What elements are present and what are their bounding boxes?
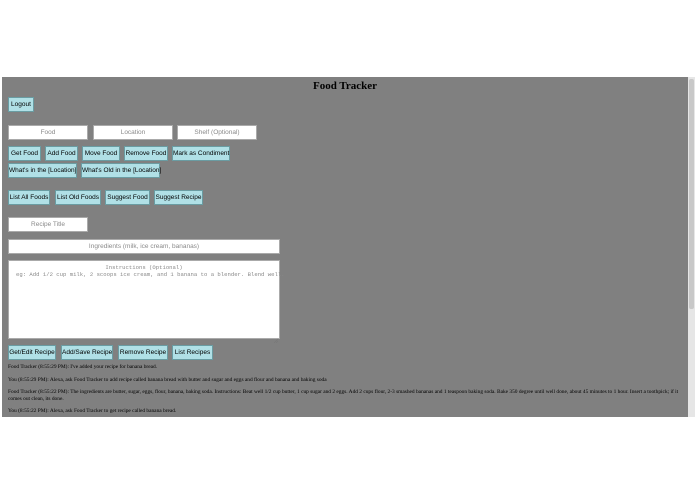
scrollbar-thumb[interactable] bbox=[689, 79, 694, 309]
instructions-placeholder-line1: Instructions (Optional) bbox=[105, 264, 183, 271]
suggest-recipe-button[interactable]: Suggest Recipe bbox=[154, 190, 203, 205]
add-save-recipe-button[interactable]: Add/Save Recipe bbox=[61, 345, 113, 360]
move-food-button[interactable]: Move Food bbox=[82, 146, 120, 161]
food-input[interactable] bbox=[8, 125, 88, 140]
resize-handle-icon[interactable] bbox=[273, 330, 278, 335]
get-edit-recipe-button[interactable]: Get/Edit Recipe bbox=[8, 345, 56, 360]
instructions-textarea[interactable] bbox=[8, 260, 280, 339]
remove-recipe-button[interactable]: Remove Recipe bbox=[118, 345, 168, 360]
add-food-button[interactable]: Add Food bbox=[45, 146, 78, 161]
list-old-foods-button[interactable]: List Old Foods bbox=[55, 190, 101, 205]
vertical-scrollbar[interactable] bbox=[688, 77, 695, 417]
location-input[interactable] bbox=[93, 125, 173, 140]
app-panel bbox=[2, 77, 688, 417]
remove-food-button[interactable]: Remove Food bbox=[124, 146, 168, 161]
log-entry: Food Tracker (8:55:22 PM): The ingredients are butter, sugar, eggs, flour, banana, baking soda. Instructions: Beat well 1/2 cup butter, 1 cup sugar and 2 eggs. Add 2 cups flour, 2-3 smashed bananas and 1 teaspoon baking soda. Bake 350 degree until well done, about 45 minutes to 1 hour. Insert a toothpick; if it comes out clean, its done. bbox=[8, 389, 679, 402]
logout-button[interactable]: Logout bbox=[8, 97, 34, 112]
list-recipes-button[interactable]: List Recipes bbox=[172, 345, 213, 360]
recipe-title-input[interactable] bbox=[8, 217, 88, 232]
mark-as-condiment-button[interactable]: Mark as Condiment bbox=[172, 146, 230, 161]
log-entry: You (8:55:22 PM): Alexa, ask Food Tracker to get recipe called banana bread. bbox=[8, 408, 177, 414]
whats-old-in-location-button[interactable]: What's Old in the [Location] bbox=[81, 163, 160, 178]
log-entry: Food Tracker (8:55:29 PM): I've added your recipe for banana bread. bbox=[8, 364, 158, 370]
instructions-placeholder-line2: eg: Add 1/2 cup milk, 2 scoops ice cream, and 1 banana to a blender. Blend well. bbox=[16, 271, 285, 278]
whats-in-location-button[interactable]: What's in the [Location] bbox=[8, 163, 77, 178]
ingredients-input[interactable] bbox=[8, 239, 280, 254]
page-title: Food Tracker bbox=[312, 80, 378, 92]
shelf-input[interactable] bbox=[177, 125, 257, 140]
suggest-food-button[interactable]: Suggest Food bbox=[105, 190, 150, 205]
list-all-foods-button[interactable]: List All Foods bbox=[8, 190, 50, 205]
get-food-button[interactable]: Get Food bbox=[8, 146, 41, 161]
log-entry: You (8:55:29 PM): Alexa, ask Food Tracker to add recipe called banana bread with butter and sugar and eggs and flour and banana and baking soda bbox=[8, 377, 327, 383]
